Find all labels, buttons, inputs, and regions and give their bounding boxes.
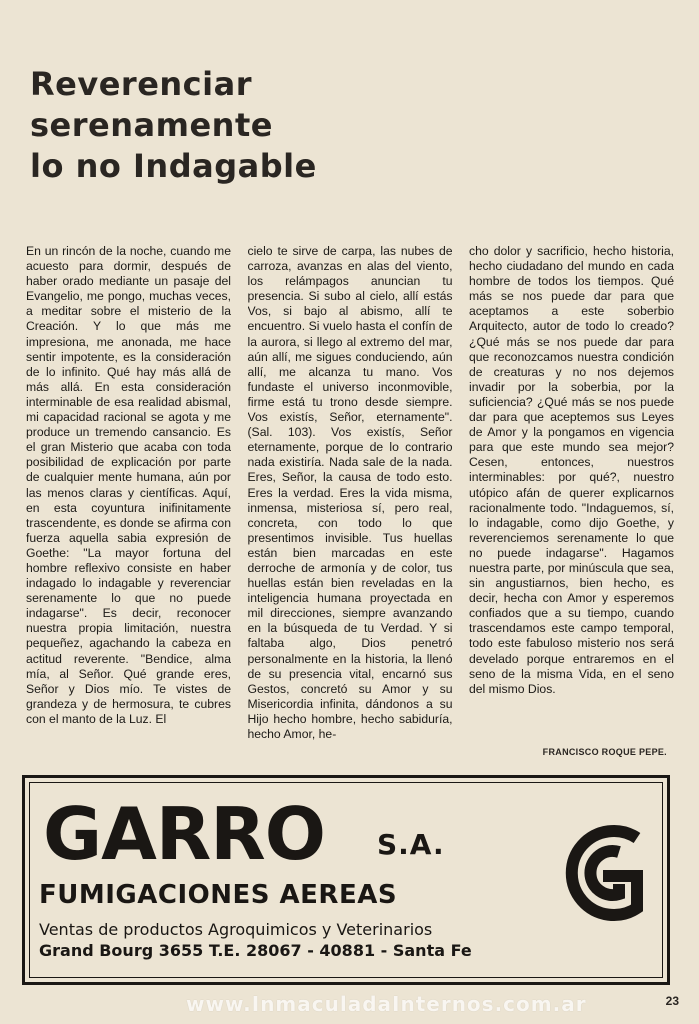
ad-logo-icon <box>541 808 651 938</box>
article-column-3: cho dolor y sacrificio, hecho historia, hecho ciudadano del mundo en cada hombre de todos los tiempos. Qué más se nos puede dar para que aceptamos a este soberbio Arquitecto, autor de todo lo creado? ¿Qué más se nos puede dar para que reconozcamos nuestra condición de creaturas y no nos dejemos invadir por la soberbia, por la suficiencia? ¿Qué más se nos puede dar para que aceptemos sus Leyes de Amor y la pongamos en vigencia para que este mundo sea mejor? Cesen, entonces, nuestros interminables: por qué?, nuestro utópico afán de querer explicarnos racionalmente todo. "Indaguemos, sí, lo indagable, como dijo Goethe, y reverenciemos serenamente lo que no puede indagarse". Hagamos nuestra parte, por minúscula que sea, sin angustiarnos, bien hecho, es decir, hecha con Amor y esperemos confiados que a su tiempo, cuando trascendamos este campo temporal, todo este fabuloso misterio nos será develado porque entraremos en el seno de la misma Vida, en el seno del mismo Dios. <box>469 244 674 696</box>
article-title-line-1: Reverenciar <box>30 65 252 103</box>
watermark-text: www.InmaculadaInternos.com.ar <box>186 992 587 1016</box>
ad-brand-suffix: S.A. <box>377 828 445 861</box>
article-title-line-2: serenamente <box>30 106 273 144</box>
ad-subtitle: FUMIGACIONES AEREAS <box>39 880 398 910</box>
ad-address-line: Grand Bourg 3655 T.E. 28067 - 40881 - Santa Fe <box>39 941 472 960</box>
article-column-2: cielo te sirve de carpa, las nubes de carroza, avanzas en alas del viento, los relámpagos anuncian tu presencia. Si subo al cielo, allí estás Vos, si bajo al abismo, allí te encuentro. Si vuelo hasta el confín de la aurora, si llego al extremo del mar, aún allí, me sigues conduciendo, aún allí, me alcanza tu mano. Vos fundaste el universo inconmovible, firme está tu trono desde siempre. Vos existís, Señor, eternamente". (Sal. 103). Vos existís, Señor eternamente, porque de lo contrario nada existiría. Nada sale de la nada. Eres, Señor, la causa de todo esto. Eres la verdad. Eres la vida misma, inmensa, misteriosa sí, pero real, concreta, con todo lo que presentimos invisible. Tus huellas están bien marcadas en este derroche de armonía y de color, tus huellas están bien reveladas en la inteligencia humana proyectada en mil direcciones, siempre avanzando en la búsqueda de tu Verdad. Y si faltaba algo, Dios penetró personalmente en la historia, la llenó de su presencia vital, encarnó sus Gestos, concretó su Amor y su Misericordia infinita, dándonos a su Hijo hecho hombre, hecho sabiduría, hecho Amor, he- <box>247 244 453 741</box>
ad-products-line: Ventas de productos Agroquimicos y Veterinarios <box>39 920 433 939</box>
article-title-line-3: lo no Indagable <box>30 147 317 185</box>
article-author: FRANCISCO ROQUE PEPE. <box>542 747 667 757</box>
advertisement <box>22 775 670 985</box>
article-column-1: En un rincón de la noche, cuando me acuesto para dormir, después de haber orado mediante un pasaje del Evangelio, me pongo, muchas veces, a meditar sobre el misterio de la Creación. Y lo que más me impresiona, me anonada, me hace sentir impotente, es la consideración de lo infinito. Qué hay más allá de más allá. En esta consideración interminable de esa realidad abismal, mi capacidad racional se agota y me produce un tremendo cansancio. Es el gran Misterio que acaba con toda posibilidad de explicación por parte de cualquier mente humana, aún por las menos claras y científicas. Aquí, en esta coyuntura inifinitamente trascendente, es donde se afirma con fuerza aquella sabia expresión de Goethe: "La mayor fortuna del hombre reflexivo consiste en haber indagado lo indagable y reverenciar serenamente lo que no puede indagarse". Es decir, reconocer nuestra propia limitación, nuestra pequeñez, agachando la cabeza en actitud reverente. "Bendice, alma mía, al Señor. Qué grande eres, Señor y Dios mío. Te vistes de grandeza y de hermosura, te cubres con el manto de la Luz. El <box>26 244 231 726</box>
article-body <box>26 244 674 744</box>
ad-brand-name: GARRO <box>43 792 325 876</box>
article-title <box>30 64 450 187</box>
page-number: 23 <box>665 994 679 1008</box>
